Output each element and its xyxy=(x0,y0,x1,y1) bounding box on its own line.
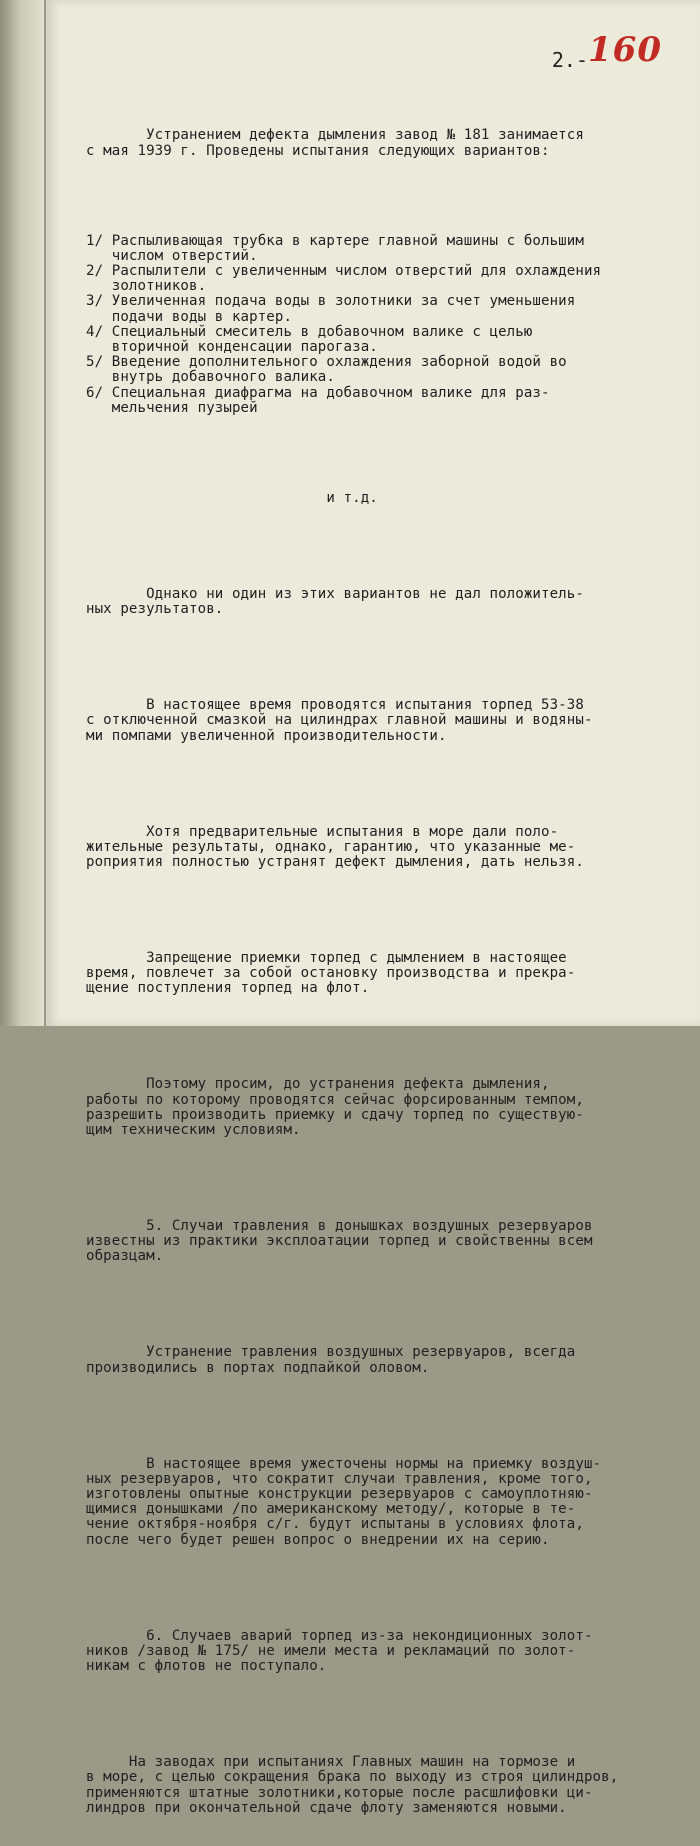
page-number-prefix: 2.- xyxy=(551,48,589,72)
paragraph-intro: Устранением дефекта дымления завод № 181 занимается с мая 1939 г. Проведены испытания следующих вариантов: xyxy=(86,127,584,159)
paragraph-sea-tests: Хотя предварительные испытания в море дали поло- жительные результаты, однако, гарантию, что указанные ме- роприятия полностью устранят дефект дымления, дать нельзя. xyxy=(86,823,584,870)
binding-edge xyxy=(0,0,44,1026)
paragraph-soldering: Устранение травления воздушных резервуаров, всегда производились в портах подпайкой оловом. xyxy=(86,1344,576,1376)
paragraph-section-6: 6. Случаев аварий торпед из-за некондиционных золот- ников /завод № 175/ не имели места и рекламаций по золот- никам с флотов не поступало. xyxy=(86,1627,593,1675)
paragraph-new-norms: В настоящее время ужесточены нормы на приемку воздуш- ных резервуаров, что сократит случаи травления, кроме того, изготовлены опытные конструкции резервуаров с самоуплотняю- щимися донышками /по американскому методу/, которые в те- чение октября-ноября с/г. будут испытаны в условиях флота, после чего будет решен вопрос о внедрении их на серию. xyxy=(86,1455,602,1548)
paragraph-acceptance-ban: Запрещение приемки торпед с дымлением в настоящее время, повлечет за собой остановку производства и прекра- щение поступления торпед на флот. xyxy=(86,949,576,997)
page-number xyxy=(552,30,662,72)
etc-line: и т.д. xyxy=(86,489,378,506)
document-page xyxy=(46,0,700,1816)
paragraph-section-5: 5. Случаи травления в донышках воздушных резервуаров известны из практики эксплоатации торпед и свойственны всем образцам. xyxy=(86,1218,593,1265)
paragraph-no-results: Однако ни один из этих вариантов не дал положитель- ных результатов. xyxy=(86,585,584,618)
paragraph-current-tests: В настоящее время проводятся испытания торпед 53-38 с отключенной смазкой на цилиндрах главной машины и водяны- ми помпами увеличенной производительности. xyxy=(86,697,593,744)
variants-list: 1/ Распыливающая трубка в картере главной машины с большим числом отверстий. 2/ Распылители с увеличенным числом отверстий для охлаждения золотников. 3/ Увеличенная подача воды в золотники за счет уменьшения подачи воды в картер. 4/ Специальный смеситель в добавочном валике с целью вторичной конденсации парогаза. 5/ Введение дополнительного охлаждения заборной водой во внутрь добавочного валика. 6/ Специальная диафрагма на добавочном валике для раз- мельчения пузырей xyxy=(86,232,602,416)
paragraph-factories: На заводах при испытаниях Главных машин на тормозе и в море, с целью сокращения брака по выходу из строя цилиндров, применяются штатные золотники,которые после расшлифовки ци- линдров при окончательной сдаче флоту заменяются новыми. xyxy=(86,1754,619,1816)
paragraph-request: Поэтому просим, до устранения дефекта дымления, работы по которому проводятся сейчас форсированным темпом, разрешить производить приемку и сдачу торпед по существую- щим техническим условиям. xyxy=(86,1076,584,1138)
handwritten-page-number: 160 xyxy=(588,30,662,70)
typed-letter-body xyxy=(86,98,696,1846)
